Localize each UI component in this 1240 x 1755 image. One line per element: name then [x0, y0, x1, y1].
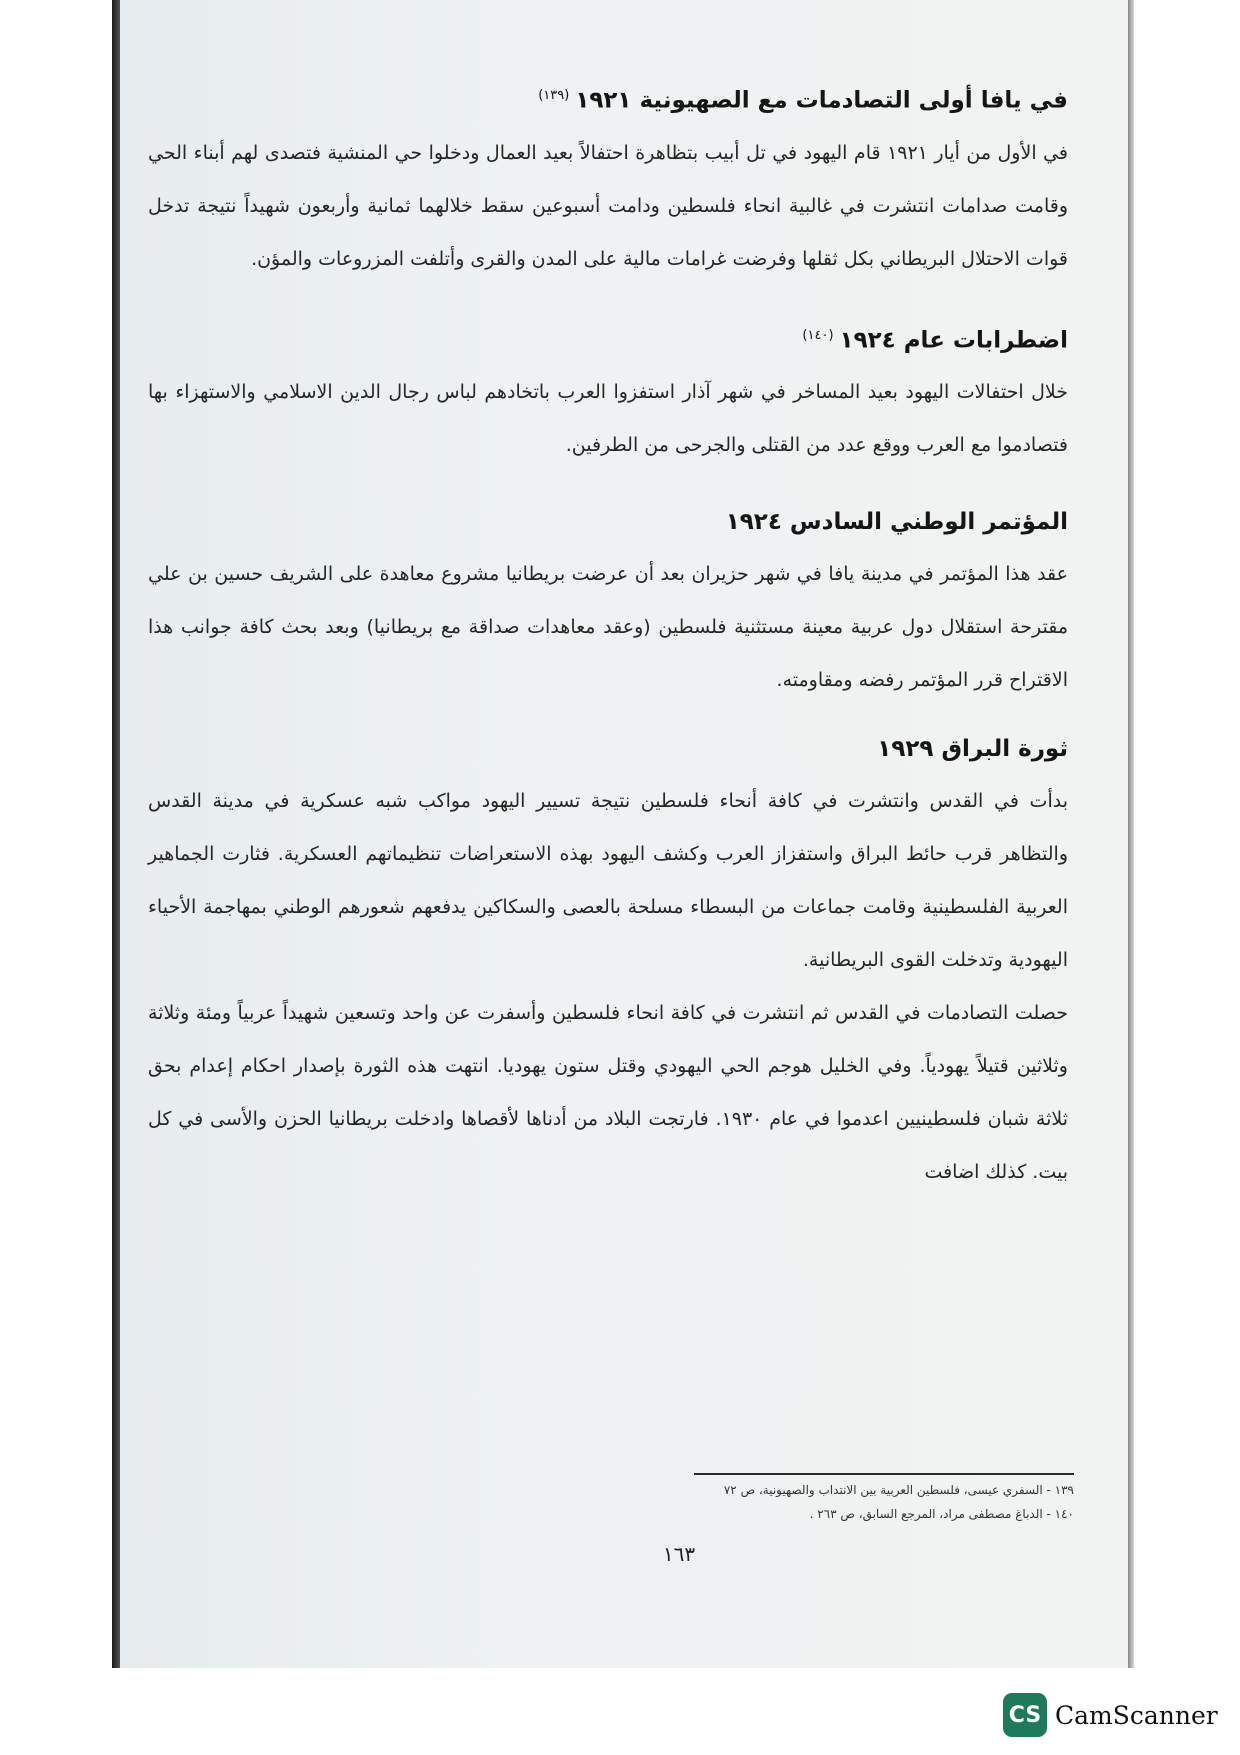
section-paragraph: خلال احتفالات اليهود بعيد المساخر في شهر آذار استفزوا العرب باتخادهم لباس رجال الدين الاسلامي والاستهزاء بها فتصادموا مع العرب ووقع عدد من القتلى والجرحى من الطرفين. [148, 381, 1068, 457]
camscanner-label: CamScanner [1055, 1700, 1218, 1730]
footnotes [420, 1478, 1074, 1526]
heading-text: اضطرابات عام ١٩٢٤ [839, 327, 1068, 354]
section-paragraph: بدأت في القدس وانتشرت في كافة أنحاء فلسطين نتيجة تسيير اليهود مواكب شبه عسكرية في مدينة القدس والتظاهر قرب حائط البراق واستفزاز العرب وكشف اليهود بهذه الاستعراضات تنظيماتهم العسكرية. فثارت الجماهير العربية الفلسطينية وقامت جماعات من البسطاء مسلحة بالعصى والسكاكين يدفعهم شعورهم الوطني بمهاجمة الأحياء اليهودية وتدخلت القوى البريطانية. [148, 790, 1068, 972]
camscanner-watermark [1003, 1690, 1218, 1740]
section-paragraph: حصلت التصادمات في القدس ثم انتشرت في كافة انحاء فلسطين وأسفرت عن واحد وتسعين شهيداً عربياً ومئة وثلاثة وثلاثين قتيلاً يهودياً. وفي الخليل هوجم الحي اليهودي وقتل ستون يهوديا. انتهت هذه الثورة بإصدار احكام إعدام بحق ثلاثة شبان فلسطينيين اعدموا في عام ١٩٣٠. فارتجت البلاد من أدناها لأقصاها وادخلت بريطانيا الحزن والأسى في كل بيت. كذلك اضافت [148, 1002, 1068, 1184]
heading-text: المؤتمر الوطني السادس ١٩٢٤ [725, 509, 1068, 536]
book-page [120, 0, 1128, 1668]
section-heading-buraq-1929 [148, 723, 1068, 775]
camscanner-logo-icon: CS [1003, 1693, 1047, 1737]
section-heading-jaffa-1921 [148, 70, 1068, 127]
section-heading-sixth-congress [148, 496, 1068, 548]
footnote-divider [694, 1473, 1074, 1475]
section-paragraph: عقد هذا المؤتمر في مدينة يافا في شهر حزيران بعد أن عرضت بريطانيا مشروع معاهدة على الشريف حسين بن علي مقترحة استقلال دول عربية معينة مستثنية فلسطين (وعقد معاهدات صداقة مع بريطانيا) وبعد بحث كافة جوانب هذا الاقتراح قرر المؤتمر رفضه ومقاومته. [148, 563, 1068, 692]
section-heading-riots-1924 [148, 310, 1068, 367]
section-paragraph: في الأول من أيار ١٩٢١ قام اليهود في تل أبيب بتظاهرة احتفالاً بعيد العمال ودخلوا حي المنشية فتصدى لهم أبناء الحي وقامت صدامات انتشرت في غالبية انحاء فلسطين ودامت أسبوعين سقط خلالهما ثمانية وأربعون شهيداً نتيجة تدخل قوات الاحتلال البريطاني بكل ثقلها وفرضت غرامات مالية على المدن والقرى وأتلفت المزروعات والمؤن. [148, 141, 1068, 270]
heading-text: ثورة البراق ١٩٢٩ [877, 736, 1068, 763]
footnote-ref-140: (١٤٠) [802, 327, 834, 343]
footnote-ref-139: (١٣٩) [538, 88, 570, 103]
footnote-139: ١٣٩ - السفري عيسى، فلسطين العربية بين الانتداب والصهيونية، ص ٧٢ [723, 1483, 1074, 1497]
page-number: ١٦٣ [662, 1542, 696, 1566]
page-content [148, 70, 1068, 1199]
heading-text: في يافا أولى التصادمات مع الصهيونية ١٩٢١ [575, 87, 1068, 114]
scan-edge-right [1128, 0, 1134, 1668]
footnote-140: ١٤٠ - الدباغ مصطفى مراد، المرجع السابق، ص ٢٦٣ . [809, 1507, 1074, 1521]
scan-edge-left [112, 0, 120, 1668]
